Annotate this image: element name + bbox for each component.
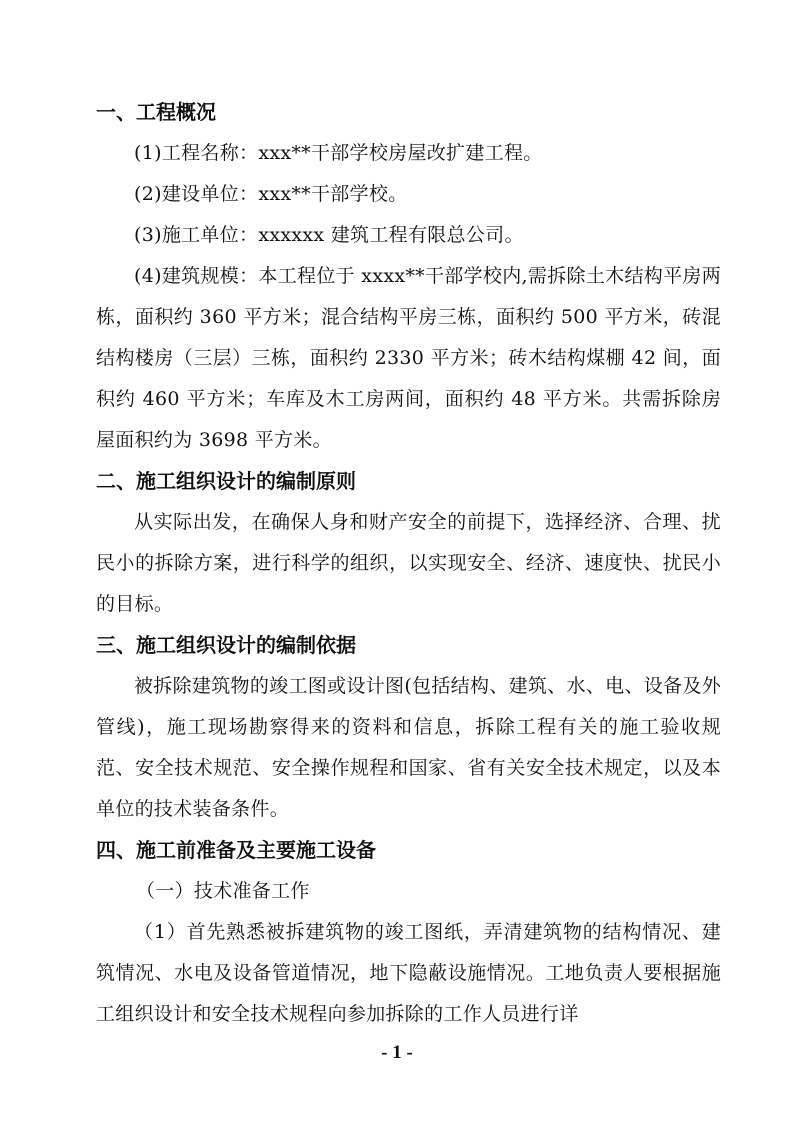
building-scale-item: (4)建筑规模：本工程位于 xxxx**干部学校内,需拆除土木结构平房两栋，面积约 360 平方米；混合结构平房三栋，面积约 500 平方米，砖混结构楼房（三层）三栋，面积约 2330 平方米；砖木结构煤棚 42 间，面积约 460 平方米；车库及木工房两间，面积约 48 平方米。共需拆除房屋面积约为 3698 平方米。 bbox=[96, 265, 721, 451]
document-body bbox=[96, 92, 721, 1035]
contractor-item: (3)施工单位：xxxxxx 建筑工程有限总公司。 bbox=[134, 224, 524, 246]
page-number: - 1 - bbox=[381, 1042, 413, 1063]
construction-unit-item: (2)建设单位：xxx**干部学校。 bbox=[134, 183, 408, 205]
section-4-subheading: （一）技术准备工作 bbox=[136, 880, 310, 902]
section-4-paragraph: （1）首先熟悉被拆建筑物的竣工图纸，弄清建筑物的结构情况、建筑情况、水电及设备管道情况，地下隐蔽设施情况。工地负责人要根据施工组织设计和安全技术规程向参加拆除的工作人员进行详 bbox=[96, 921, 721, 1025]
project-name-item: (1)工程名称：xxx**干部学校房屋改扩建工程。 bbox=[134, 142, 543, 164]
section-4-heading: 四、施工前准备及主要施工设备 bbox=[96, 838, 376, 862]
section-3-paragraph: 被拆除建筑物的竣工图或设计图(包括结构、建筑、水、电、设备及外管线)，施工现场勘察得来的资料和信息，拆除工程有关的施工验收规范、安全技术规范、安全操作规程和国家、省有关安全技术规定，以及本单位的技术装备条件。 bbox=[96, 675, 721, 820]
section-2-heading: 二、施工组织设计的编制原则 bbox=[96, 469, 356, 493]
section-2-paragraph: 从实际出发，在确保人身和财产安全的前提下，选择经济、合理、扰民小的拆除方案，进行科学的组织，以实现安全、经济、速度快、扰民小的目标。 bbox=[96, 511, 721, 615]
section-3-heading: 三、施工组织设计的编制依据 bbox=[96, 633, 356, 657]
section-1-heading: 一、工程概况 bbox=[96, 100, 216, 124]
